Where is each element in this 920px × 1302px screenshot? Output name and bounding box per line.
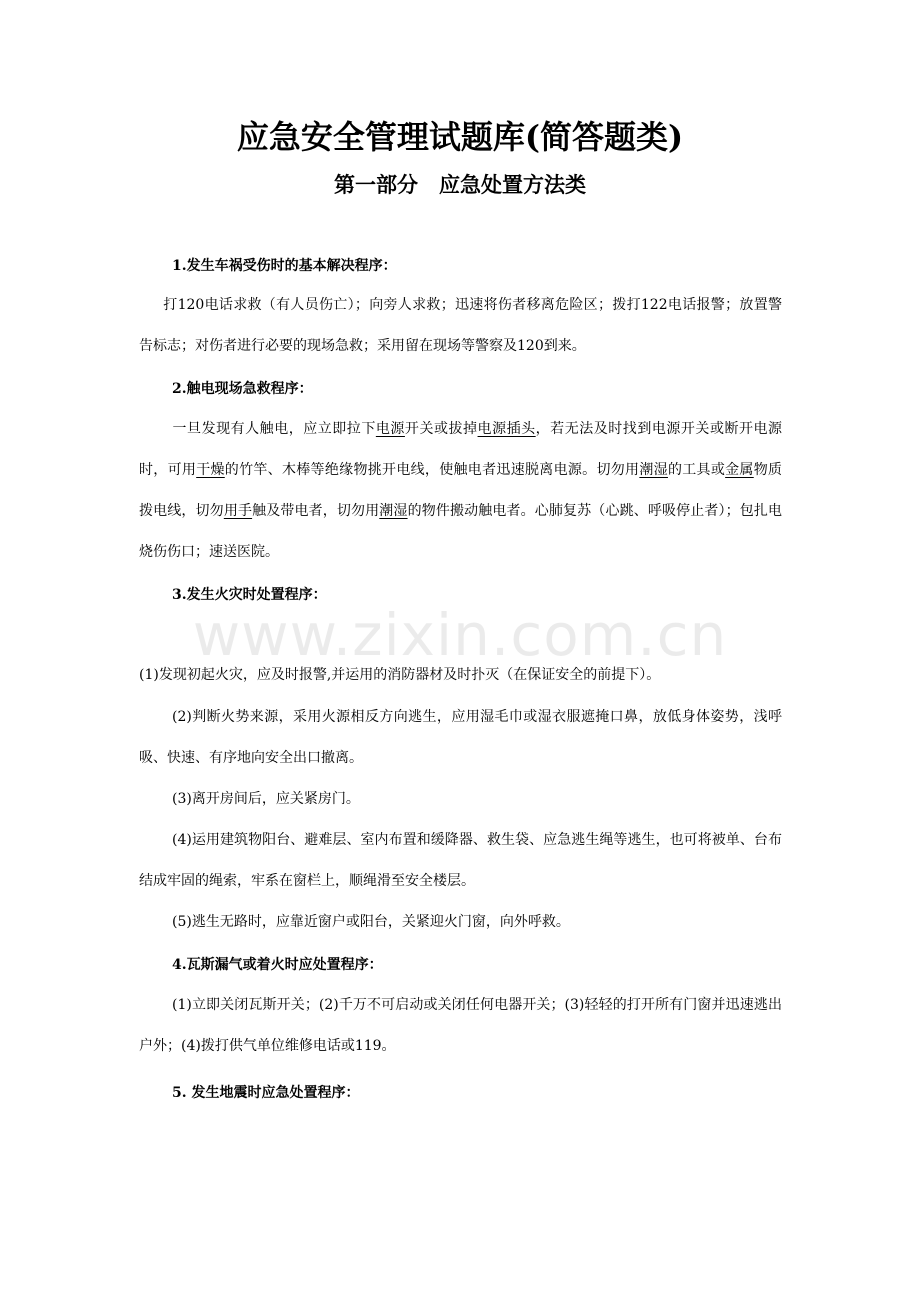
underlined-term: 潮湿 xyxy=(379,503,408,519)
answer-text: 的竹竿、木棒等绝缘物挑开电线，使触电者迅速脱离电源。切勿用 xyxy=(224,462,640,478)
answer-text: 一旦发现有人触电，应立即拉下 xyxy=(172,421,376,437)
answer-text: (5)逃生无路时，应靠近窗户或阳台，关紧迎火门窗，向外呼救。 xyxy=(172,914,570,930)
answer-paragraph-3-1 xyxy=(139,655,782,696)
underlined-term: 用手 xyxy=(223,503,253,519)
section-part-title: 第一部分 应急处置方法类 xyxy=(334,172,586,197)
underlined-term: 电源插头 xyxy=(477,421,536,437)
answer-paragraph-3-2 xyxy=(139,697,782,779)
answer-text: 触及带电者，切勿用 xyxy=(252,503,380,519)
answer-paragraph-1 xyxy=(139,285,782,367)
document-title: 应急安全管理试题库(简答题类) xyxy=(236,118,684,156)
answer-text: 的工具或 xyxy=(667,462,726,478)
underlined-term: 干燥 xyxy=(196,462,225,478)
question-heading-4: 4.瓦斯漏气或着火时应处置程序： xyxy=(172,957,383,973)
watermark-text: www.zixin.com.cn xyxy=(192,601,728,669)
answer-text: 开关或拔掉 xyxy=(404,421,478,437)
question-heading-3: 3.发生火灾时处置程序： xyxy=(172,587,327,603)
answer-text: 打120电话求救（有人员伤亡）；向旁人求救；迅速将伤者移离危险区；拨打122电话报警；放置警告标志；对伤者进行必要的现场急救；采用留在现场等警察及120到来。 xyxy=(139,297,782,354)
underlined-term: 金属 xyxy=(725,462,754,478)
answer-paragraph-3-3 xyxy=(139,779,782,820)
answer-text: (1)发现初起火灾，应及时报警,并运用的消防器材及时扑灭（在保证安全的前提下）。 xyxy=(139,667,661,683)
answer-text: 物质拨电线，切勿 xyxy=(139,462,783,519)
underlined-term: 潮湿 xyxy=(639,462,668,478)
answer-paragraph-3-4 xyxy=(139,820,782,902)
underlined-term: 电源 xyxy=(375,421,405,437)
question-heading-2: 2.触电现场急救程序： xyxy=(172,381,313,397)
question-heading-1: 1.发生车祸受伤时的基本解决程序： xyxy=(172,258,397,274)
answer-text: (3)离开房间后，应关紧房门。 xyxy=(172,791,360,807)
answer-text: ，若无法及时找到电源开关或断开电源时，可用 xyxy=(139,421,783,478)
answer-text: (1)立即关闭瓦斯开关；(2)千万不可启动或关闭任何电器开关；(3)轻轻的打开所有门窗并迅速逃出户外；(4)拨打供气单位维修电话或119。 xyxy=(139,997,782,1054)
answer-paragraph-3-5 xyxy=(139,902,782,943)
answer-text: (4)运用建筑物阳台、避难层、室内布置和缓降器、救生袋、应急逃生绳等逃生，也可将被单、台布结成牢固的绳索，牢系在窗栏上，顺绳滑至安全楼层。 xyxy=(139,832,782,889)
question-heading-5: 5. 发生地震时应急处置程序： xyxy=(172,1085,360,1101)
answer-paragraph-4 xyxy=(139,985,782,1067)
answer-text: (2)判断火势来源，采用火源相反方向逃生，应用湿毛巾或湿衣服遮掩口鼻，放低身体姿势，浅呼吸、快速、有序地向安全出口撤离。 xyxy=(139,709,782,766)
answer-paragraph-2 xyxy=(139,409,782,573)
answer-text: 的物件搬动触电者。心肺复苏（心跳、呼吸停止者）；包扎电烧伤伤口；速送医院。 xyxy=(139,503,783,560)
